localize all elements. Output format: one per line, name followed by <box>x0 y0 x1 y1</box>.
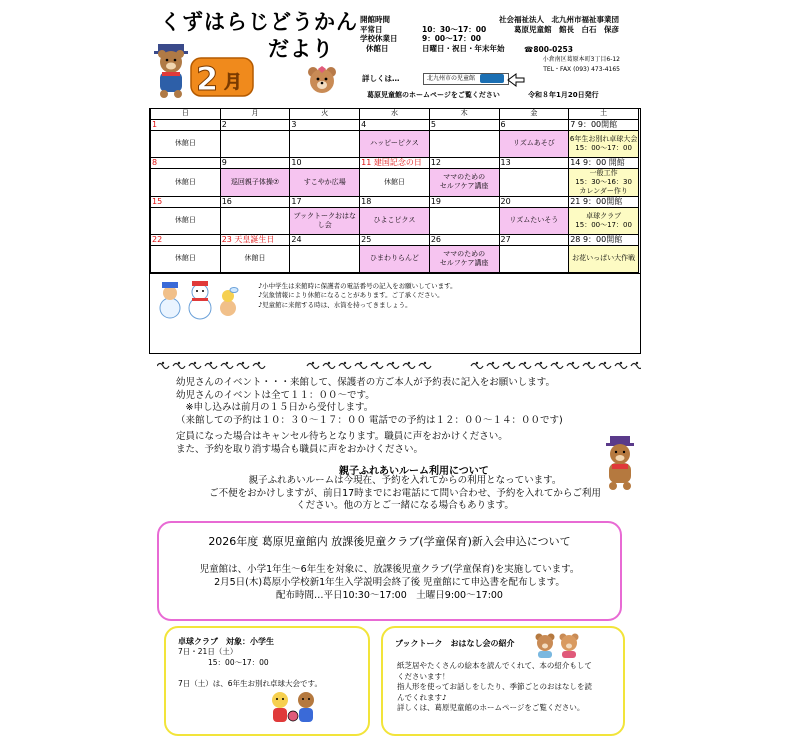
snowman-illustration-icon <box>156 278 240 322</box>
event-cell: ママのための セルフケア講座 <box>429 168 499 196</box>
event-cell: 休館日 <box>220 245 290 272</box>
flourish-mark <box>189 364 201 369</box>
event-cell <box>290 130 360 157</box>
flourish-mark <box>535 364 547 369</box>
story-line: 指人形を使ってお話しをしたり、季節ごとのおはなしを読 <box>397 682 592 691</box>
event-cell: 休館日 <box>360 168 430 196</box>
flourish-mark <box>471 364 483 369</box>
note-item: ♪小中学生は来館時に保護者の電話番号の記入をお願いしています。 <box>258 281 457 290</box>
flourish-mark <box>403 364 415 369</box>
date-cell: 24 <box>290 234 360 245</box>
event-cell: 一般工作 15：30〜16：30 カレンダー作り <box>569 168 639 196</box>
month-number: 2 <box>196 60 219 98</box>
room-title: 親子ふれあいルーム利用について <box>339 466 489 477</box>
date-cell: 25 <box>360 234 430 245</box>
event-cell: リズムあそび <box>499 130 569 157</box>
newsletter-title-line2: だより <box>268 37 334 61</box>
cancel-note-line: また、予約を取り消す場合も職員に声をおかけください。 <box>176 443 424 455</box>
event-cell: ハッピーピクス <box>360 130 430 157</box>
calendar-body <box>151 119 639 272</box>
flourish-mark <box>503 364 515 369</box>
story-line: んでくれます♪ <box>397 692 447 702</box>
date-cell: 28 9：00開館 <box>569 234 639 245</box>
pingpong-line: 7日（土）は、6年生お別れ卓球大会です。 <box>178 678 322 688</box>
pingpong-club-box <box>164 626 370 736</box>
flourish-dot <box>524 362 526 364</box>
weekday-header: 日 <box>151 109 221 119</box>
event-cell <box>290 245 360 272</box>
date-cell: 26 <box>429 234 499 245</box>
flourish-dot <box>588 362 590 364</box>
detail-label: 詳しくは… <box>362 74 400 83</box>
org-name: 社会福祉法人 北九州市福祉事業団 <box>499 15 619 24</box>
date-cell: 13 <box>499 157 569 168</box>
flourish-mark <box>615 364 627 369</box>
event-cell: 巡回親子体操⑦ <box>220 168 290 196</box>
info-label: 開館時間 <box>360 15 390 24</box>
room-body <box>205 475 605 513</box>
flourish-dot <box>408 362 410 364</box>
pingpong-line: 7日・21日（土） <box>178 647 238 656</box>
storytelling-box <box>381 626 625 736</box>
flourish-mark <box>419 364 431 369</box>
bear-face-icon <box>305 64 339 96</box>
date-cell: 7 9：00開館 <box>569 119 639 130</box>
flourish-dot <box>376 362 378 364</box>
flourish-mark <box>371 364 383 369</box>
month-suffix: 月 <box>224 72 242 93</box>
weekday-header: 金 <box>499 109 569 119</box>
date-cell: 11 建国記念の日 <box>360 157 430 168</box>
main-phone: ☎800-0253 <box>524 45 573 54</box>
date-cell: 5 <box>429 119 499 130</box>
month-badge <box>190 56 254 98</box>
director-name: 葛原児童館 館長 白石 保彦 <box>514 25 619 34</box>
flourish-mark <box>205 364 217 369</box>
flourish-dot <box>360 362 362 364</box>
flourish-dot <box>312 362 314 364</box>
note-item: ♪児童館に来館する時は、水筒を持ってきましょう。 <box>258 300 412 309</box>
event-note-line: 幼児さんのイベント・・・来館して、保護者の方ご本人が予約表に記入をお願いします。 <box>176 377 556 388</box>
notes-list <box>258 282 457 311</box>
cancel-notes <box>176 431 508 456</box>
address-block <box>500 55 620 75</box>
pingpong-line: 15：00〜17：00 <box>178 657 269 667</box>
event-row <box>151 130 639 157</box>
story-line: 紙芝居やたくさんの絵本を読んでくれて、本の紹介もして <box>397 661 592 670</box>
flourish-dot <box>210 362 212 364</box>
flourish-mark <box>519 364 531 369</box>
date-row <box>151 196 639 207</box>
decorative-divider <box>157 360 641 372</box>
flourish-dot <box>476 362 478 364</box>
flourish-mark <box>173 364 185 369</box>
note-item: ♪気象情報により休館になることがあります。ご了承ください。 <box>258 291 444 299</box>
flourish-dot <box>242 362 244 364</box>
cancel-note-line: 定員になった場合はキャンセル待ちとなります。職員に声をおかけください。 <box>176 431 508 442</box>
opening-hours <box>360 15 510 53</box>
event-row <box>151 168 639 196</box>
two-bears-icon <box>533 632 581 658</box>
date-cell: 19 <box>429 196 499 207</box>
room-line: 親子ふれあいルームは今現在、予約を入れてからの利用となっています。 <box>248 475 562 486</box>
club-line: 児童館は、小学1年生〜6年生を対象に、放課後児童クラブ(学童保育)を実施しています。 <box>199 564 580 575</box>
flourish-dot <box>492 362 494 364</box>
tel-fax: TEL・FAX (093) 473-4165 <box>543 66 620 73</box>
date-cell: 20 <box>499 196 569 207</box>
story-title: ブックトーク おはなし会の紹介 <box>395 639 515 648</box>
flourish-mark <box>307 364 319 369</box>
event-cell: お花いっぱい大作戦 <box>569 245 639 272</box>
info-label: 休館日 <box>366 43 389 53</box>
date-cell: 21 9：00開館 <box>569 196 639 207</box>
event-note-line: （来館しての予約は１０：３０〜１７：００ 電話での予約は１２：００〜１４：００です) <box>176 414 563 426</box>
pingpong-bears-icon <box>266 688 320 732</box>
club-title: 2026年度 葛原児童館内 放課後児童クラブ(学童保育)新入会申込について <box>208 535 571 548</box>
flourish-mark <box>157 364 169 369</box>
event-cell <box>220 207 290 234</box>
date-cell: 18 <box>360 196 430 207</box>
flourish-mark <box>567 364 579 369</box>
date-row <box>151 119 639 130</box>
date-cell: 3 <box>290 119 360 130</box>
event-note-line: ※申し込みは前月の１５日から受付します。 <box>176 402 374 413</box>
flourish-dot <box>194 362 196 364</box>
info-label: 学校休業日 <box>360 34 398 43</box>
flourish-dot <box>226 362 228 364</box>
weekday-header: 木 <box>429 109 499 119</box>
flourish-mark <box>339 364 351 369</box>
pingpong-line <box>178 668 322 679</box>
weekday-header: 火 <box>290 109 360 119</box>
event-row <box>151 245 639 272</box>
date-cell: 22 <box>151 234 221 245</box>
flourish-dot <box>556 362 558 364</box>
event-row <box>151 207 639 234</box>
event-cell <box>499 245 569 272</box>
date-cell: 14 9：00 開館 <box>569 157 639 168</box>
event-notes <box>176 377 563 427</box>
event-cell: 休館日 <box>151 168 221 196</box>
date-row <box>151 234 639 245</box>
weekday-header-row <box>151 109 639 119</box>
flourish-dot <box>392 362 394 364</box>
date-cell: 2 <box>220 119 290 130</box>
flourish-dot <box>572 362 574 364</box>
club-body <box>159 563 620 602</box>
story-line: くださいます！ <box>397 671 450 681</box>
flourish-dot <box>162 362 164 364</box>
date-cell: 23 天皇誕生日 <box>220 234 290 245</box>
flourish-mark <box>487 364 499 369</box>
date-cell: 9 <box>220 157 290 168</box>
story-body <box>397 661 592 714</box>
event-cell: 卓球クラブ 15：00〜17：00 <box>569 207 639 234</box>
flourish-mark <box>599 364 611 369</box>
pingpong-title: 卓球クラブ 対象：小学生 <box>178 637 274 646</box>
event-cell <box>429 130 499 157</box>
after-school-club-notice <box>157 521 622 621</box>
event-cell: ひまわりらんど <box>360 245 430 272</box>
flourish-mark <box>323 364 335 369</box>
event-cell: リズムたいそう <box>499 207 569 234</box>
date-cell: 27 <box>499 234 569 245</box>
flourish-dot <box>178 362 180 364</box>
date-cell: 16 <box>220 196 290 207</box>
flourish-mark <box>631 364 641 369</box>
calendar-table <box>150 109 639 273</box>
event-cell: 休館日 <box>151 130 221 157</box>
flourish-mark <box>355 364 367 369</box>
event-cell: ブックトークおはなし会 <box>290 207 360 234</box>
date-cell: 8 <box>151 157 221 168</box>
event-cell: ひよこピクス <box>360 207 430 234</box>
search-input: 北九州市の児童館 <box>423 73 509 85</box>
flourish-mark <box>387 364 399 369</box>
date-cell: 12 <box>429 157 499 168</box>
room-line: ください。他の方とご一緒になる場合もあります。 <box>296 500 514 511</box>
weekday-header: 月 <box>220 109 290 119</box>
flourish-dot <box>424 362 426 364</box>
flourish-dot <box>540 362 542 364</box>
date-cell: 15 <box>151 196 221 207</box>
date-cell: 1 <box>151 119 221 130</box>
pingpong-body <box>178 647 322 689</box>
date-cell: 10 <box>290 157 360 168</box>
flourish-dot <box>636 362 638 364</box>
flourish-dot <box>604 362 606 364</box>
event-cell: 休館日 <box>151 245 221 272</box>
search-button <box>480 74 504 83</box>
date-row <box>151 157 639 168</box>
event-cell: すこやか広場 <box>290 168 360 196</box>
flourish-dot <box>620 362 622 364</box>
story-line: 詳しくは、葛原児童館のホームページをご覧ください。 <box>397 703 585 712</box>
homepage-note: 葛原児童館のホームページをご覧ください <box>367 91 500 99</box>
address: 小倉南区葛原本町3丁目6-12 <box>542 56 620 63</box>
issue-date: 令和８年1月20日発行 <box>528 91 599 99</box>
event-cell <box>429 207 499 234</box>
date-cell: 6 <box>499 119 569 130</box>
info-value: 10：30〜17：00 <box>422 24 487 34</box>
info-value: 9：00〜17：00 <box>422 34 482 43</box>
newsletter-title-line1: くずはらじどうかん <box>160 10 358 34</box>
divider-flourish <box>157 362 641 369</box>
club-line: 2月5日(木)葛原小学校新1年生入学説明会終了後 児童館にて申込書を配布します。 <box>214 577 565 588</box>
weekday-header: 水 <box>360 109 430 119</box>
event-cell <box>220 130 290 157</box>
event-note-line: 幼児さんのイベントは全て１１：００〜です。 <box>176 389 375 401</box>
event-cell: ママのための セルフケア講座 <box>429 245 499 272</box>
info-value: 日曜日・祝日・年末年始 <box>422 43 505 53</box>
date-cell: 17 <box>290 196 360 207</box>
event-cell: 6年生お別れ卓球大会 15：00〜17：00 <box>569 130 639 157</box>
calendar-notes <box>150 273 640 326</box>
flourish-mark <box>237 364 249 369</box>
date-cell: 4 <box>360 119 430 130</box>
flourish-dot <box>258 362 260 364</box>
flourish-mark <box>253 364 265 369</box>
flourish-dot <box>508 362 510 364</box>
event-cell <box>499 168 569 196</box>
flourish-mark <box>221 364 233 369</box>
event-cell: 休館日 <box>151 207 221 234</box>
flourish-mark <box>551 364 563 369</box>
club-line: 配布時間…平日10:30〜17:00 土曜日9:00〜17:00 <box>276 590 503 601</box>
info-label: 平常日 <box>360 24 383 34</box>
flourish-mark <box>583 364 595 369</box>
flourish-dot <box>328 362 330 364</box>
weekday-header: 土 <box>569 109 639 119</box>
calendar <box>149 108 641 354</box>
flourish-dot <box>344 362 346 364</box>
bear-with-hat-icon <box>600 434 640 490</box>
bear-mascot-icon <box>150 42 192 98</box>
room-line: ご不便をおかけしますが、前日17時までにお電話にて問い合わせ、予約を入れてからご利用 <box>209 487 601 499</box>
organization <box>493 15 619 35</box>
